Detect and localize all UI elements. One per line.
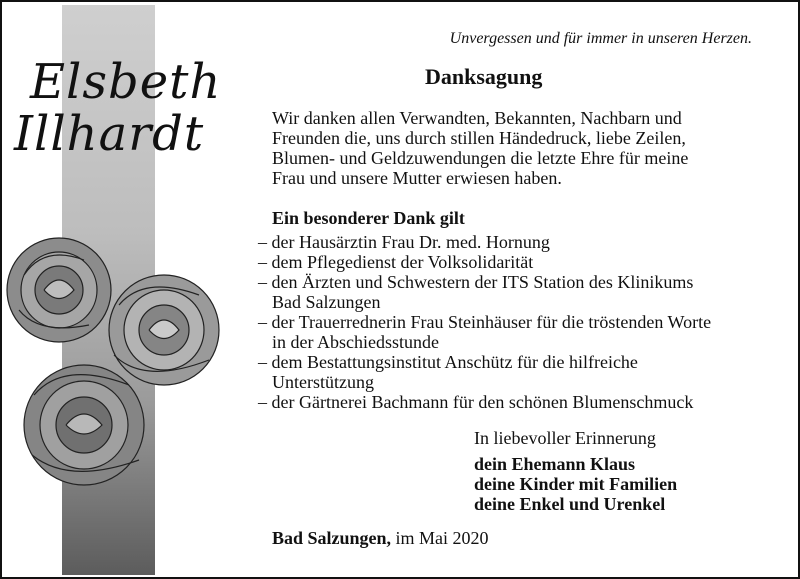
list-item: – dem Pflegedienst der Volksolidarität (258, 252, 534, 272)
list-item: – der Hausärztin Frau Dr. med. Hornung (258, 232, 550, 252)
list-item-continuation: in der Abschiedsstunde (272, 332, 439, 352)
list-item: – den Ärzten und Schwestern der ITS Station des Klinikums (258, 272, 694, 292)
list-item: – der Gärtnerei Bachmann für den schönen Blumenschmuck (258, 392, 694, 412)
intro-paragraph (272, 108, 772, 188)
deceased-last-name: Illhardt (14, 106, 205, 162)
memorial-tagline: Unvergessen und für immer in unseren Herzen. (449, 30, 752, 47)
rose-icon (7, 238, 111, 342)
intro-line: Freunden die, uns durch stillen Händedruck, liebe Zeilen, (272, 128, 686, 148)
special-thanks-title: Ein besonderer Dank gilt (272, 208, 465, 228)
notice-date: im Mai 2020 (395, 528, 489, 548)
deceased-first-name: Elsbeth (30, 54, 222, 110)
intro-line: Wir danken allen Verwandten, Bekannten, Nachbarn und (272, 108, 682, 128)
special-thanks-list (258, 232, 778, 412)
list-item: – dem Bestattungsinstitut Anschütz für die hilfreiche (258, 352, 638, 372)
signer-line: dein Ehemann Klaus (474, 454, 636, 474)
signer-line: deine Enkel und Urenkel (474, 494, 666, 514)
signer-line: deine Kinder mit Familien (474, 474, 678, 494)
page-title: Danksagung (425, 64, 543, 89)
list-item: – der Trauerrednerin Frau Steinhäuser für die tröstenden Worte (258, 312, 712, 332)
closing-phrase: In liebevoller Erinnerung (474, 428, 656, 448)
roses-illustration (4, 235, 224, 495)
list-item-continuation: Bad Salzungen (272, 292, 381, 312)
list-item-continuation: Unterstützung (272, 372, 374, 392)
rose-icon (109, 275, 219, 385)
intro-line: Frau und unsere Mutter erwiesen haben. (272, 168, 562, 188)
rose-icon (24, 365, 144, 485)
signers-block (474, 454, 677, 514)
place-date-line (272, 528, 489, 549)
intro-line: Blumen- und Geldzuwendungen die letzte Ehre für meine (272, 148, 689, 168)
place-name: Bad Salzungen, (272, 528, 392, 548)
